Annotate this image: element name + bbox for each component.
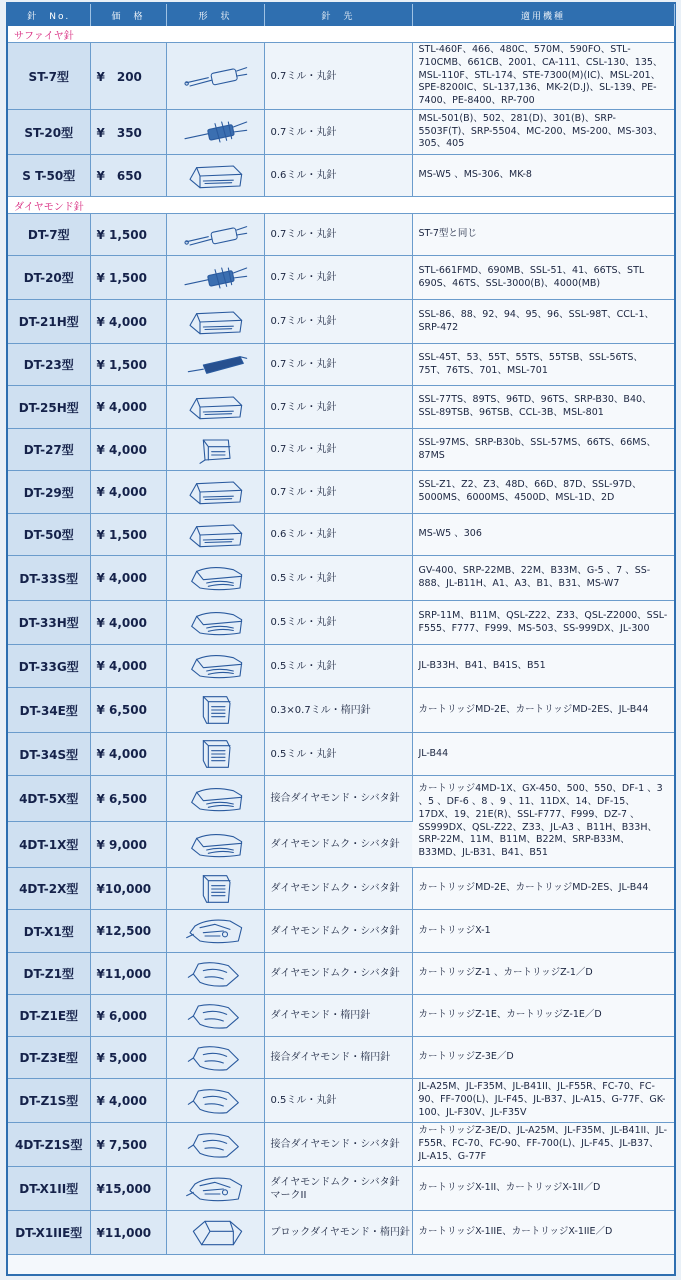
- box-cartridge-icon: [167, 387, 264, 427]
- stylus-number: DT-Z1型: [8, 953, 90, 995]
- table-row: [8, 256, 674, 300]
- box-cartridge-icon: [167, 156, 264, 196]
- stylus-number: DT-34E型: [8, 688, 90, 733]
- stylus-price: ¥ 200: [90, 43, 166, 110]
- stylus-price: ¥ 650: [90, 155, 166, 197]
- winged-needle-icon: [167, 258, 264, 298]
- stylus-number: DT-33S型: [8, 556, 90, 601]
- stylus-tip: 0.6ミル・丸針: [264, 155, 412, 197]
- stylus-price: ¥ 350: [90, 110, 166, 155]
- stylus-tip: ブロックダイヤモンド・楕円針: [264, 1211, 412, 1255]
- stylus-shape: [166, 43, 264, 110]
- stylus-tip: ダイヤモンドムク・シバタ針: [264, 822, 412, 868]
- stylus-tip: 接合ダイヤモンド・楕円針: [264, 1037, 412, 1079]
- stylus-price: ¥ 6,000: [90, 995, 166, 1037]
- stylus-price: ¥ 7,500: [90, 1123, 166, 1167]
- stylus-tip: 0.7ミル・丸針: [264, 43, 412, 110]
- table-row: [8, 471, 674, 514]
- table-row: [8, 733, 674, 776]
- applicable-models: SRP-11M、B11M、QSL-Z22、Z33、QSL-Z2000、SSL-F555、F777、F999、MS-503、SS-999DX、JL-300: [412, 601, 674, 645]
- hex-cartridge-icon: [167, 1213, 264, 1253]
- stylus-price: ¥ 4,000: [90, 386, 166, 429]
- table-row: [8, 110, 674, 155]
- applicable-models: STL-661FMD、690MB、SSL-51、41、66TS、STL 690S、46TS、SSL-3000(B)、4000(MB): [412, 256, 674, 300]
- applicable-models: カートリッジ4MD-1X、GX-450、500、550、DF-1 、3 、5 、DF-6 、8 、9 、11、11DX、14、DF-15、17DX、19、21E(R)、SSL-F777、F999、DZ-7 、SS999DX、QSL-Z22、Z33、JL-A3 、B11H、B33H、SRP-22M、11M、B11M、B22M、SRP-B33M、B33MD、JL-B31、B41、B51: [412, 776, 674, 868]
- stylus-shape: [166, 256, 264, 300]
- stylus-number: 4DT-5X型: [8, 776, 90, 822]
- stylus-price: ¥ 4,000: [90, 733, 166, 776]
- stylus-number: DT-Z1E型: [8, 995, 90, 1037]
- stylus-number: DT-21H型: [8, 300, 90, 344]
- stylus-number: ST-20型: [8, 110, 90, 155]
- stylus-number: S T-50型: [8, 155, 90, 197]
- stylus-number: ST-7型: [8, 43, 90, 110]
- applicable-models: カートリッジZ-1 、カートリッジZ-1／D: [412, 953, 674, 995]
- stylus-price: ¥ 4,000: [90, 1079, 166, 1123]
- stylus-tip: 0.7ミル・丸針: [264, 300, 412, 344]
- tall-cartridge-icon: [167, 690, 264, 730]
- stylus-shape: [166, 776, 264, 822]
- stylus-tip: 0.7ミル・丸針: [264, 386, 412, 429]
- stylus-price: ¥10,000: [90, 868, 166, 910]
- tall-cartridge-icon: [167, 869, 264, 909]
- stylus-shape: [166, 733, 264, 776]
- stylus-number: DT-20型: [8, 256, 90, 300]
- stylus-shape: [166, 822, 264, 868]
- stylus-price: ¥ 4,000: [90, 300, 166, 344]
- applicable-models: カートリッジZ-1E、カートリッジZ-1E／D: [412, 995, 674, 1037]
- table-row: [8, 386, 674, 429]
- stylus-price: ¥ 4,000: [90, 556, 166, 601]
- outline-cartridge-icon: [167, 954, 264, 994]
- table-row: [8, 300, 674, 344]
- table-row: [8, 688, 674, 733]
- table-row: [8, 1037, 674, 1079]
- thin-needle-icon: [167, 215, 264, 255]
- stylus-shape: [166, 300, 264, 344]
- table-row: [8, 155, 674, 197]
- curved-cartridge-icon: [167, 603, 264, 643]
- table-row: [8, 214, 674, 256]
- stylus-shape: [166, 645, 264, 688]
- table-row: [8, 344, 674, 386]
- table-row: [8, 910, 674, 953]
- outline-cartridge-icon: [167, 1081, 264, 1121]
- table-row: [8, 1211, 674, 1255]
- stylus-shape: [166, 471, 264, 514]
- stylus-shape: [166, 344, 264, 386]
- stylus-shape: [166, 214, 264, 256]
- stylus-shape: [166, 1123, 264, 1167]
- stylus-price: ¥ 5,000: [90, 1037, 166, 1079]
- tall-cartridge-icon: [167, 734, 264, 774]
- complex-cartridge-icon: [167, 911, 264, 951]
- section-title: ダイヤモンド針: [8, 197, 674, 214]
- stylus-shape: [166, 601, 264, 645]
- header-tip: 針 先: [264, 4, 412, 26]
- stylus-tip: 0.5ミル・丸針: [264, 601, 412, 645]
- applicable-models: STL-460F、466、480C、570M、590FO、STL-710CMB、661CB、2001、CA-111、CSL-130、135、MSL-110F、STL-174、STE-7300(M)(IC)、MSL-201、SPE-8200IC、SL-137,136、MK-2(D.J)、SL-139、PE-7400、PE-8400、RP-700: [412, 43, 674, 110]
- stylus-tip: 接合ダイヤモンド・シバタ針: [264, 776, 412, 822]
- stylus-tip: 0.5ミル・丸針: [264, 556, 412, 601]
- stylus-number: DT-23型: [8, 344, 90, 386]
- stylus-price: ¥ 6,500: [90, 688, 166, 733]
- table-row: [8, 429, 674, 471]
- applicable-models: カートリッジX-1: [412, 910, 674, 953]
- applicable-models: カートリッジMD-2E、カートリッジMD-2ES、JL-B44: [412, 868, 674, 910]
- stylus-shape: [166, 1037, 264, 1079]
- stylus-number: DT-34S型: [8, 733, 90, 776]
- header-no: 針 No.: [8, 4, 90, 26]
- small-cartridge-icon: [167, 430, 264, 470]
- stylus-tip: 0.3×0.7ミル・楕円針: [264, 688, 412, 733]
- stylus-shape: [166, 995, 264, 1037]
- applicable-models: SSL-45T、53、55T、55TS、55TSB、SSL-56TS、75T、76TS、701、MSL-701: [412, 344, 674, 386]
- section-header-row: [8, 197, 674, 214]
- curved-cartridge-icon: [167, 779, 264, 819]
- box-cartridge-icon: [167, 472, 264, 512]
- applicable-models: カートリッジZ-3E／D: [412, 1037, 674, 1079]
- stylus-number: DT-33G型: [8, 645, 90, 688]
- stylus-tip: 0.6ミル・丸針: [264, 514, 412, 556]
- stylus-price: ¥ 9,000: [90, 822, 166, 868]
- outline-cartridge-icon: [167, 1125, 264, 1165]
- curved-cartridge-icon: [167, 646, 264, 686]
- stylus-number: DT-Z3E型: [8, 1037, 90, 1079]
- stylus-shape: [166, 155, 264, 197]
- box-cartridge-icon: [167, 515, 264, 555]
- stylus-shape: [166, 1167, 264, 1211]
- table-row: [8, 868, 674, 910]
- stylus-shape: [166, 429, 264, 471]
- applicable-models: MS-W5 、306: [412, 514, 674, 556]
- stylus-number: DT-X1型: [8, 910, 90, 953]
- stylus-tip: 0.7ミル・丸針: [264, 110, 412, 155]
- stylus-number: DT-33H型: [8, 601, 90, 645]
- stylus-shape: [166, 514, 264, 556]
- thin-needle-icon: [167, 56, 264, 96]
- applicable-models: SSL-Z1、Z2、Z3、48D、66D、87D、SSL-97D、5000MS、6000MS、4500D、MSL-1D、2D: [412, 471, 674, 514]
- table-row: [8, 556, 674, 601]
- stylus-shape: [166, 688, 264, 733]
- stylus-number: DT-Z1S型: [8, 1079, 90, 1123]
- applicable-models: カートリッジZ-3E/D、JL-A25M、JL-F35M、JL-B41II、JL-F55R、FC-70、FC-90、FF-700(L)、JL-F45、JL-B37、JL-A15、G-77F: [412, 1123, 674, 1167]
- table-row: [8, 43, 674, 110]
- stylus-price: ¥11,000: [90, 953, 166, 995]
- applicable-models: MS-W5 、MS-306、MK-8: [412, 155, 674, 197]
- stylus-number: DT-7型: [8, 214, 90, 256]
- stylus-price: ¥ 4,000: [90, 429, 166, 471]
- stylus-price: ¥11,000: [90, 1211, 166, 1255]
- table-row: [8, 953, 674, 995]
- table-row: [8, 776, 674, 822]
- stylus-tip: 0.5ミル・丸針: [264, 1079, 412, 1123]
- applicable-models: MSL-501(B)、502、281(D)、301(B)、SRP-5503F(T)、SRP-5504、MC-200、MS-200、MS-303、305、405: [412, 110, 674, 155]
- stylus-price: ¥ 1,500: [90, 514, 166, 556]
- stylus-price-table-sheet: [6, 2, 676, 1276]
- header-price: 価 格: [90, 4, 166, 26]
- stylus-tip: 0.5ミル・丸針: [264, 645, 412, 688]
- stylus-tip: 接合ダイヤモンド・シバタ針: [264, 1123, 412, 1167]
- dark-needle-icon: [167, 345, 264, 385]
- stylus-tip: 0.7ミル・丸針: [264, 214, 412, 256]
- stylus-shape: [166, 1211, 264, 1255]
- stylus-shape: [166, 910, 264, 953]
- applicable-models: カートリッジX-1IIE、カートリッジX-1IIE／D: [412, 1211, 674, 1255]
- stylus-tip: 0.7ミル・丸針: [264, 344, 412, 386]
- stylus-tip: ダイヤモンドムク・シバタ針: [264, 910, 412, 953]
- stylus-price: ¥ 4,000: [90, 471, 166, 514]
- stylus-tip: 0.5ミル・丸針: [264, 733, 412, 776]
- stylus-price-table: [8, 4, 675, 1255]
- applicable-models: カートリッジX-1II、カートリッジX-1II／D: [412, 1167, 674, 1211]
- outline-cartridge-icon: [167, 996, 264, 1036]
- stylus-shape: [166, 556, 264, 601]
- curved-cartridge-icon: [167, 558, 264, 598]
- applicable-models: JL-B44: [412, 733, 674, 776]
- table-row: [8, 514, 674, 556]
- stylus-shape: [166, 953, 264, 995]
- table-row: [8, 1123, 674, 1167]
- stylus-number: DT-25H型: [8, 386, 90, 429]
- stylus-price: ¥ 4,000: [90, 601, 166, 645]
- stylus-number: 4DT-1X型: [8, 822, 90, 868]
- stylus-tip: 0.7ミル・丸針: [264, 429, 412, 471]
- applicable-models: JL-B33H、B41、B41S、B51: [412, 645, 674, 688]
- stylus-number: DT-X1IIE型: [8, 1211, 90, 1255]
- stylus-price: ¥ 4,000: [90, 645, 166, 688]
- stylus-tip: ダイヤモンド・楕円針: [264, 995, 412, 1037]
- table-row: [8, 1079, 674, 1123]
- winged-needle-icon: [167, 112, 264, 152]
- stylus-price: ¥12,500: [90, 910, 166, 953]
- table-row: [8, 645, 674, 688]
- applicable-models: SSL-77TS、89TS、96TD、96TS、SRP-B30、B40、SSL-89TSB、96TSB、CCL-3B、MSL-801: [412, 386, 674, 429]
- header-shape: 形 状: [166, 4, 264, 26]
- stylus-price: ¥ 1,500: [90, 256, 166, 300]
- stylus-tip: ダイヤモンドムク・シバタ針: [264, 953, 412, 995]
- stylus-tip: ダイヤモンドムク・シバタ針: [264, 868, 412, 910]
- table-header-row: [8, 4, 674, 26]
- stylus-shape: [166, 110, 264, 155]
- box-cartridge-icon: [167, 302, 264, 342]
- table-row: [8, 601, 674, 645]
- table-row: [8, 995, 674, 1037]
- applicable-models: ST-7型と同じ: [412, 214, 674, 256]
- stylus-shape: [166, 386, 264, 429]
- stylus-tip: ダイヤモンドムク・シバタ針 マークII: [264, 1167, 412, 1211]
- stylus-price: ¥ 6,500: [90, 776, 166, 822]
- stylus-number: 4DT-2X型: [8, 868, 90, 910]
- stylus-shape: [166, 868, 264, 910]
- stylus-number: DT-50型: [8, 514, 90, 556]
- applicable-models: JL-A25M、JL-F35M、JL-B41II、JL-F55R、FC-70、FC-90、FF-700(L)、JL-F45、JL-B37、JL-A15、G-77F、GK-100、JL-F30V、JL-F35V: [412, 1079, 674, 1123]
- stylus-price: ¥15,000: [90, 1167, 166, 1211]
- stylus-number: DT-27型: [8, 429, 90, 471]
- stylus-number: DT-X1II型: [8, 1167, 90, 1211]
- section-header-row: [8, 26, 674, 43]
- stylus-number: 4DT-Z1S型: [8, 1123, 90, 1167]
- outline-cartridge-icon: [167, 1038, 264, 1078]
- stylus-tip: 0.7ミル・丸針: [264, 256, 412, 300]
- complex-cartridge-icon: [167, 1169, 264, 1209]
- header-models: 適用機種: [412, 4, 674, 26]
- stylus-price: ¥ 1,500: [90, 344, 166, 386]
- table-row: [8, 1167, 674, 1211]
- section-title: サファイヤ針: [8, 26, 674, 43]
- stylus-number: DT-29型: [8, 471, 90, 514]
- curved-cartridge-icon: [167, 825, 264, 865]
- stylus-shape: [166, 1079, 264, 1123]
- applicable-models: GV-400、SRP-22MB、22M、B33M、G-5 、7 、SS-888、JL-B11H、A1、A3、B1、B31、MS-W7: [412, 556, 674, 601]
- stylus-tip: 0.7ミル・丸針: [264, 471, 412, 514]
- stylus-price: ¥ 1,500: [90, 214, 166, 256]
- applicable-models: カートリッジMD-2E、カートリッジMD-2ES、JL-B44: [412, 688, 674, 733]
- applicable-models: SSL-86、88、92、94、95、96、SSL-98T、CCL-1、SRP-472: [412, 300, 674, 344]
- applicable-models: SSL-97MS、SRP-B30b、SSL-57MS、66TS、66MS、87MS: [412, 429, 674, 471]
